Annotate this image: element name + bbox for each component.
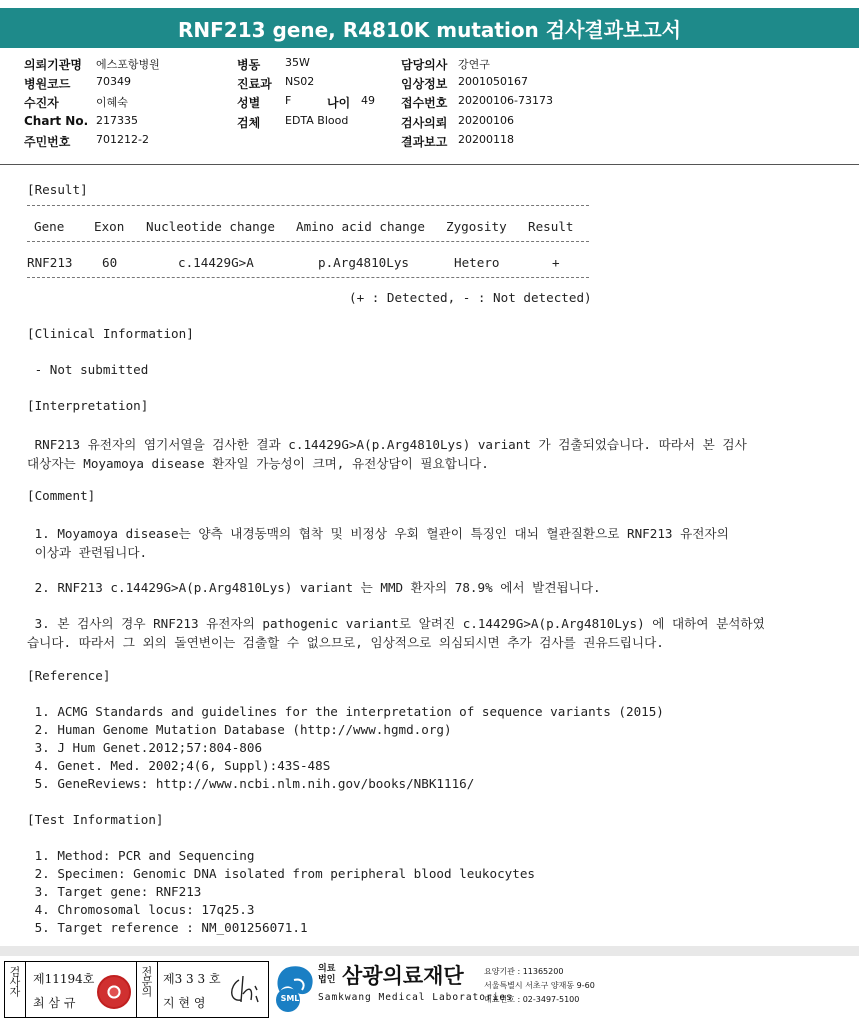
info-value: 20200106 — [458, 114, 514, 127]
test-info-item: 1. Method: PCR and Sequencing — [27, 848, 255, 863]
test-info-item: 2. Specimen: Genomic DNA isolated from peripheral blood leukocytes — [27, 866, 535, 881]
reference-item: 1. ACMG Standards and guidelines for the interpretation of sequence variants (2015) — [27, 704, 664, 719]
cell-zygosity: Hetero — [454, 255, 500, 270]
examiner-license: 제11194호 — [33, 972, 95, 986]
result-heading: [Result] — [27, 182, 88, 197]
test-info-item: 5. Target reference : NM_001256071.1 — [27, 920, 308, 935]
reference-item: 4. Genet. Med. 2002;4(6, Suppl):43S-48S — [27, 758, 331, 773]
info-label: 결과보고 — [401, 135, 448, 149]
result-legend: (+ : Detected, - : Not detected) — [349, 290, 592, 305]
info-value: 에스포항병원 — [96, 58, 160, 71]
specialist-license: 제3 3 3 호 — [163, 972, 221, 986]
divider — [25, 962, 26, 1017]
info-label: Chart No. — [24, 114, 89, 128]
info-value: EDTA Blood — [285, 114, 349, 127]
phone: 대표번호 : 02-3497-5100 — [484, 995, 580, 1004]
test-info-item: 3. Target gene: RNF213 — [27, 884, 202, 899]
cell-result: + — [552, 255, 560, 270]
info-label: 병동 — [237, 58, 261, 72]
info-value: 이혜숙 — [96, 96, 128, 109]
age-value: 49 — [361, 94, 375, 107]
clinical-text: - Not submitted — [27, 362, 149, 377]
divider — [136, 962, 137, 1017]
cell-gene: RNF213 — [27, 255, 73, 270]
info-label: 진료과 — [237, 77, 272, 91]
col-exon: Exon — [94, 219, 125, 234]
report-title: RNF213 gene, R4810K mutation 검사결과보고서 — [0, 8, 859, 48]
info-label: 검사의뢰 — [401, 116, 448, 130]
specialist-signature — [227, 972, 265, 1008]
info-value: 217335 — [96, 114, 138, 127]
info-label: 담당의사 — [401, 58, 448, 72]
org-name: 삼광의료재단 — [342, 964, 464, 988]
comment-heading: [Comment] — [27, 488, 96, 503]
col-amino: Amino acid change — [296, 219, 425, 234]
comment-item: 이상과 관련됩니다. — [27, 545, 148, 560]
info-value: 35W — [285, 56, 310, 69]
info-value: 20200118 — [458, 133, 514, 146]
test-info-item: 4. Chromosomal locus: 17q25.3 — [27, 902, 255, 917]
col-nucleotide: Nucleotide change — [146, 219, 275, 234]
info-label: 주민번호 — [24, 135, 71, 149]
col-result: Result — [528, 219, 574, 234]
info-value: NS02 — [285, 75, 315, 88]
divider — [27, 277, 589, 278]
reference-item: 2. Human Genome Mutation Database (http://www.hgmd.org) — [27, 722, 452, 737]
clinical-heading: [Clinical Information] — [27, 326, 194, 341]
info-label: 의뢰기관명 — [24, 58, 82, 72]
examiner-name: 최 삼 규 — [33, 996, 76, 1010]
specialist-name: 지 현 영 — [163, 996, 206, 1010]
comment-item: 1. Moyamoya disease는 양측 내경동맥의 협착 및 비정상 우회 혈관이 특징인 대뇌 혈관질환으로 RNF213 유전자의 — [27, 526, 729, 541]
divider — [157, 962, 158, 1017]
info-label: 병원코드 — [24, 77, 71, 91]
specialist-label: 전문의 — [140, 966, 153, 996]
info-value: F — [285, 94, 292, 107]
reference-item: 3. J Hum Genet.2012;57:804-806 — [27, 740, 263, 755]
interpretation-heading: [Interpretation] — [27, 398, 149, 413]
info-label: 성별 — [237, 96, 261, 110]
interpretation-line: 대상자는 Moyamoya disease 환자일 가능성이 크며, 유전상담이 필요합니다. — [27, 456, 489, 471]
org-english-name: Samkwang Medical Laboratories — [318, 992, 513, 1003]
address: 서울특별시 서초구 양재동 9-60 — [484, 981, 595, 990]
divider — [27, 241, 589, 242]
interpretation-line: RNF213 유전자의 염기서열을 검사한 결과 c.14429G>A(p.Arg4810Lys) variant 가 검출되었습니다. 따라서 본 검사 — [27, 437, 747, 452]
test-info-heading: [Test Information] — [27, 812, 164, 827]
cell-nucleotide: c.14429G>A — [178, 255, 254, 270]
samkwang-logo-icon — [272, 962, 318, 1014]
footer-separator — [0, 946, 859, 956]
col-gene: Gene — [34, 219, 65, 234]
header-divider — [0, 164, 859, 165]
col-zygosity: Zygosity — [446, 219, 507, 234]
comment-item: 2. RNF213 c.14429G>A(p.Arg4810Lys) variant 는 MMD 환자의 78.9% 에서 발견됩니다. — [27, 580, 601, 595]
info-label: 접수번호 — [401, 96, 448, 110]
examiner-label: 검사자 — [8, 966, 21, 996]
comment-item: 3. 본 검사의 경우 RNF213 유전자의 pathogenic variant로 알려진 c.14429G>A(p.Arg4810Lys) 에 대하여 분석하였 — [27, 616, 765, 631]
cell-exon: 60 — [102, 255, 118, 270]
logo-badge-text: SML — [280, 994, 300, 1003]
info-value: 강연구 — [458, 58, 490, 71]
divider — [27, 205, 589, 206]
report-body — [0, 176, 859, 946]
examiner-seal — [97, 975, 131, 1009]
info-value: 20200106-73173 — [458, 94, 553, 107]
info-label: 임상정보 — [401, 77, 448, 91]
reference-item: 5. GeneReviews: http://www.ncbi.nlm.nih.gov/books/NBK1116/ — [27, 776, 475, 791]
info-label: 검체 — [237, 116, 261, 130]
info-value: 701212-2 — [96, 133, 149, 146]
org-prefix: 의료법인 — [318, 964, 336, 985]
institution-code: 요양기관 : 11365200 — [484, 967, 564, 976]
footer — [0, 958, 859, 1020]
patient-info — [0, 54, 859, 164]
info-value: 2001050167 — [458, 75, 528, 88]
info-label: 수진자 — [24, 96, 59, 110]
age-label: 나이 — [327, 96, 351, 110]
info-value: 70349 — [96, 75, 131, 88]
cell-amino: p.Arg4810Lys — [318, 255, 409, 270]
comment-item: 습니다. 따라서 그 외의 돌연변이는 검출할 수 없으므로, 임상적으로 의심되시면 추가 검사를 권유드립니다. — [27, 635, 664, 650]
reference-heading: [Reference] — [27, 668, 111, 683]
signature-box — [4, 961, 269, 1018]
